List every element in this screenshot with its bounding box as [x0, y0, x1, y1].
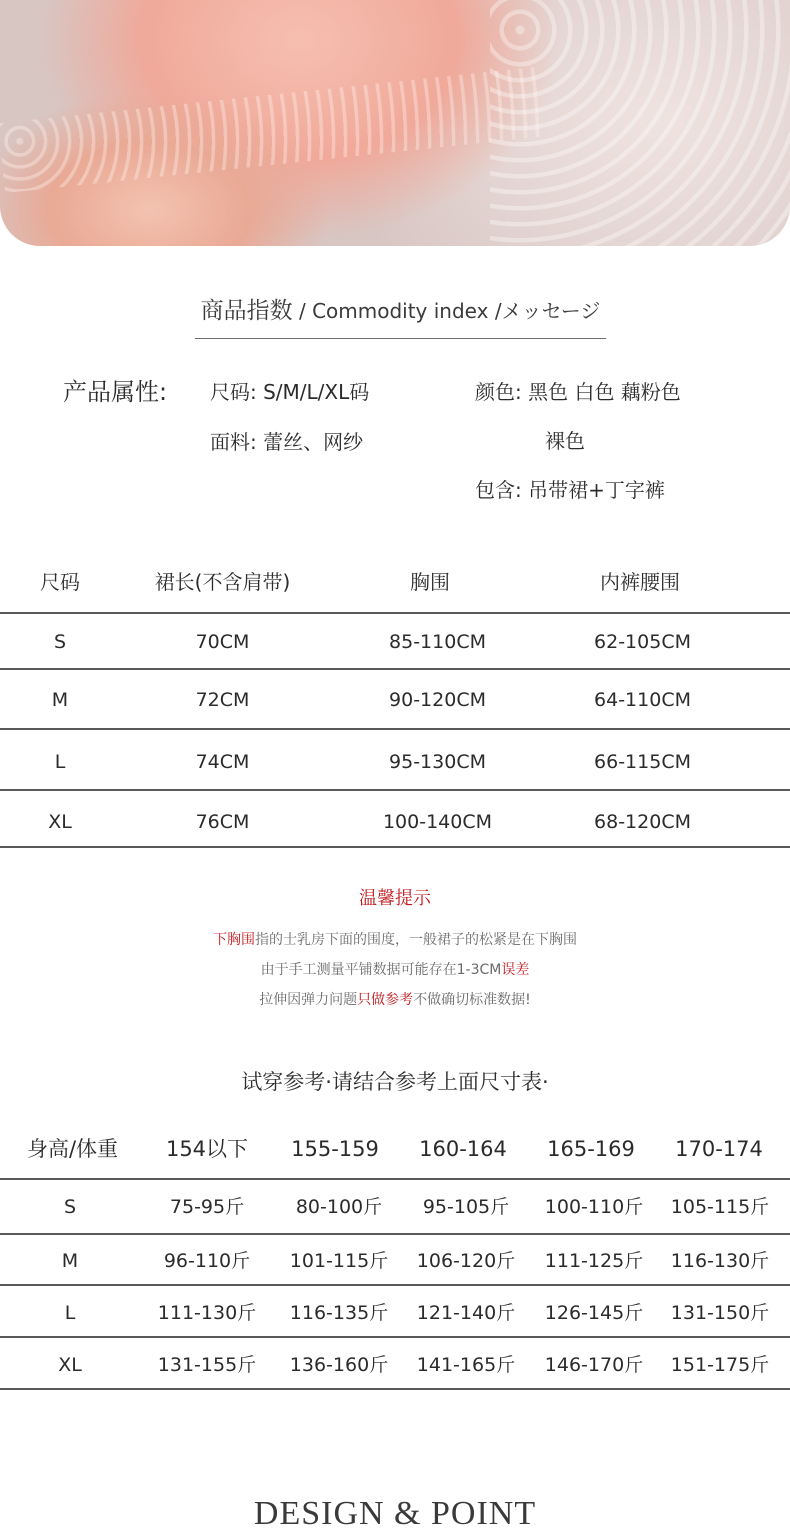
note-line-1: [0, 929, 790, 949]
fit-header-col: 165-169: [547, 1137, 635, 1161]
table-cell: L: [54, 751, 66, 773]
table-divider: [0, 1178, 790, 1180]
fit-header-col: 154以下: [165, 1137, 249, 1161]
table-cell: 95-105斤: [422, 1196, 510, 1218]
table-divider: [0, 789, 790, 791]
lace-background: [490, 0, 790, 246]
attr-color-cont: 裸色: [545, 429, 585, 453]
table-cell: 141-165斤: [416, 1354, 516, 1376]
section-title-jp: メッセージ: [501, 299, 601, 323]
table-cell: 131-150斤: [670, 1302, 770, 1324]
note-text: 不做确切标准数据!: [413, 992, 531, 1008]
lace-trim: [0, 67, 542, 193]
table-cell: 136-160斤: [289, 1354, 389, 1376]
table-cell: 126-145斤: [544, 1302, 644, 1324]
fit-header-col: 160-164: [419, 1137, 507, 1161]
table-divider: [0, 1336, 790, 1338]
table-cell: S: [63, 1196, 77, 1218]
table-divider: [0, 846, 790, 848]
table-cell: 74CM: [195, 751, 250, 773]
size-header-bust: 胸围: [410, 570, 450, 594]
table-cell: 64-110CM: [594, 689, 691, 711]
table-cell: 111-130斤: [157, 1302, 257, 1324]
table-cell: 76CM: [195, 811, 250, 833]
table-cell: 95-130CM: [389, 751, 486, 773]
table-cell: 72CM: [195, 689, 250, 711]
table-divider: [0, 1388, 790, 1390]
note-highlight: 误差: [501, 962, 530, 978]
section-sep-2: /: [488, 299, 502, 323]
note-highlight: 只做参考: [357, 992, 414, 1008]
table-cell: 90-120CM: [389, 689, 486, 711]
attr-color: 颜色: 黑色 白色 藕粉色: [475, 380, 681, 404]
table-cell: 80-100斤: [295, 1196, 383, 1218]
table-cell: 101-115斤: [289, 1250, 389, 1272]
table-cell: 151-175斤: [670, 1354, 770, 1376]
table-cell: 100-140CM: [382, 811, 493, 833]
note-text: 由于手工测量平铺数据可能存在1-3CM: [260, 962, 502, 978]
product-photo: [0, 0, 790, 246]
section-title: [195, 293, 606, 339]
table-cell: 146-170斤: [544, 1354, 644, 1376]
table-cell: 66-115CM: [594, 751, 691, 773]
fit-table-title: 试穿参考·请结合参考上面尺寸表·: [241, 1070, 549, 1094]
table-cell: 70CM: [195, 631, 250, 653]
table-divider: [0, 612, 790, 614]
fit-header-height-weight: 身高/体重: [26, 1137, 119, 1161]
table-divider: [0, 728, 790, 730]
table-cell: XL: [58, 1354, 82, 1376]
table-cell: M: [51, 689, 69, 711]
attr-includes: 包含: 吊带裙+丁字裤: [475, 478, 665, 502]
table-cell: 111-125斤: [544, 1250, 644, 1272]
table-cell: 68-120CM: [594, 811, 691, 833]
table-cell: 131-155斤: [157, 1354, 257, 1376]
note-line-3: [0, 989, 790, 1009]
table-cell: 105-115斤: [670, 1196, 770, 1218]
size-header-waist: 内裤腰围: [600, 570, 680, 594]
table-divider: [0, 1284, 790, 1286]
table-cell: M: [61, 1250, 79, 1272]
table-divider: [0, 1233, 790, 1235]
table-cell: 121-140斤: [416, 1302, 516, 1324]
table-cell: 116-135斤: [289, 1302, 389, 1324]
table-cell: 85-110CM: [389, 631, 486, 653]
table-cell: XL: [48, 811, 72, 833]
table-cell: 96-110斤: [163, 1250, 251, 1272]
section-title-en: Commodity index: [312, 299, 489, 323]
table-cell: S: [53, 631, 67, 653]
table-cell: 75-95斤: [169, 1196, 245, 1218]
note-text: 拉伸因弹力问题: [259, 992, 358, 1008]
table-cell: L: [64, 1302, 76, 1324]
size-header-length: 裙长(不含肩带): [154, 570, 291, 594]
table-cell: 116-130斤: [670, 1250, 770, 1272]
fit-header-col: 170-174: [675, 1137, 763, 1161]
note-text: 指的士乳房下面的围度，一般裙子的松紧是在下胸围: [255, 932, 577, 948]
size-header-size: 尺码: [40, 570, 80, 594]
table-divider: [0, 668, 790, 670]
design-point-heading: DESIGN & POINT: [253, 1495, 537, 1532]
attr-size: 尺码: S/M/L/XL码: [210, 380, 370, 404]
section-title-cn: 商品指数: [200, 298, 293, 324]
section-sep-1: /: [292, 299, 313, 323]
table-cell: 106-120斤: [416, 1250, 516, 1272]
table-cell: 100-110斤: [544, 1196, 644, 1218]
attr-fabric: 面料: 蕾丝、网纱: [210, 430, 364, 454]
table-cell: 62-105CM: [594, 631, 691, 653]
note-highlight: 下胸围: [213, 932, 255, 948]
attributes-label: 产品属性:: [63, 378, 168, 406]
note-line-2: [0, 959, 790, 979]
notes-title: 温馨提示: [359, 888, 431, 909]
fit-header-col: 155-159: [291, 1137, 379, 1161]
